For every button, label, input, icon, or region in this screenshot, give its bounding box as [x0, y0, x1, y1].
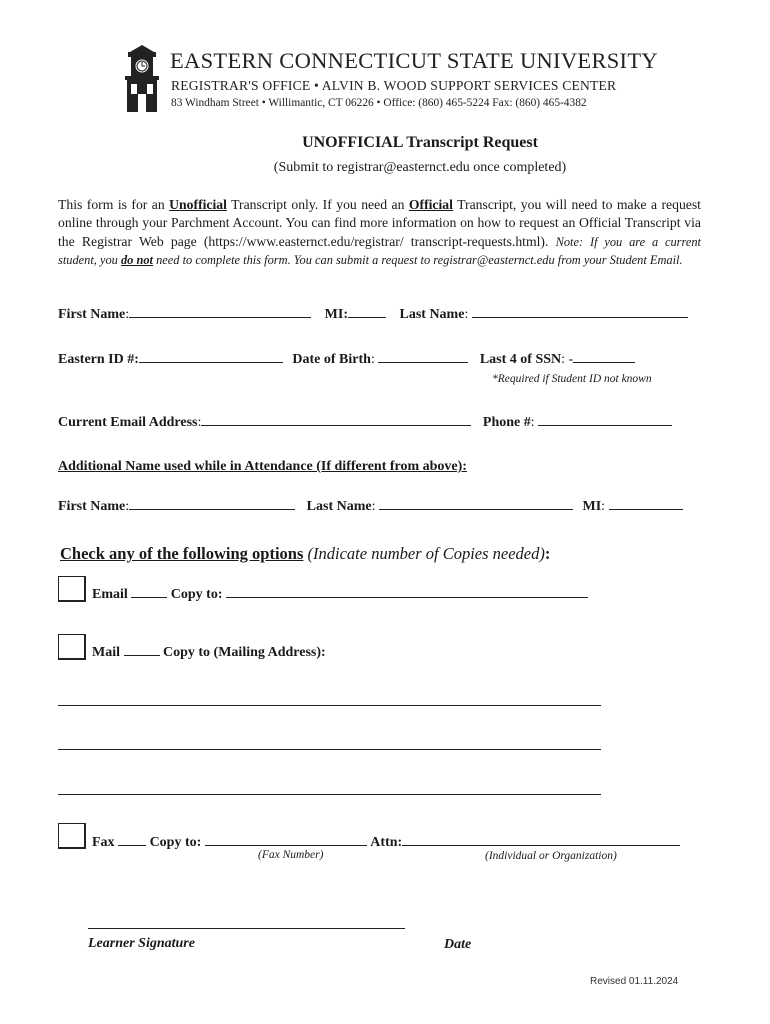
last-name-label: Last Name	[399, 307, 465, 322]
phone-label: Phone #	[482, 415, 531, 430]
fax-option-checkbox[interactable]	[58, 823, 86, 849]
mail-option-row	[92, 643, 326, 661]
eastern-id-field[interactable]	[139, 350, 283, 363]
fax-number-note: (Fax Number)	[258, 849, 324, 861]
mail-copy-to-label: Copy to (Mailing Address):	[163, 645, 326, 660]
mailing-address-line-1[interactable]	[58, 705, 601, 706]
fax-option-label: Fax	[92, 835, 115, 850]
mailing-address-line-3[interactable]	[58, 794, 601, 795]
fax-option-row	[92, 833, 680, 851]
office-line: REGISTRAR'S OFFICE • ALVIN B. WOOD SUPPORT SERVICES CENTER	[171, 78, 617, 93]
additional-mi-label: MI	[582, 499, 602, 514]
email-row: Current Email Address: Phone #:	[58, 413, 672, 431]
mail-option-checkbox[interactable]	[58, 634, 86, 660]
first-name-field[interactable]	[129, 305, 311, 318]
email-option-row	[92, 585, 588, 603]
email-copy-to-field[interactable]	[226, 585, 588, 598]
mailing-address-line-2[interactable]	[58, 749, 601, 750]
fax-copy-to-label: Copy to:	[149, 835, 202, 850]
id-row: Eastern ID #: Date of Birth: Last 4 of SSN: -	[58, 350, 635, 368]
revision-date: Revised 01.11.2024	[590, 976, 679, 987]
email-option-checkbox[interactable]	[58, 576, 86, 602]
additional-last-name-label: Last Name	[306, 499, 372, 514]
additional-first-name-label: First Name	[58, 499, 126, 514]
date-label: Date	[444, 937, 472, 952]
additional-mi-field[interactable]	[609, 497, 683, 510]
additional-first-name-field[interactable]	[129, 497, 295, 510]
organization-note: (Individual or Organization)	[485, 850, 617, 862]
additional-name-heading: Additional Name used while in Attendance (If different from above):	[58, 459, 467, 474]
additional-name-row: First Name: Last Name: MI:	[58, 497, 683, 515]
ssn-field[interactable]	[573, 350, 635, 363]
form-subtitle: (Submit to registrar@easternct.edu once completed)	[273, 160, 567, 175]
options-heading: Check any of the following options (Indicate number of Copies needed):	[60, 544, 551, 563]
email-copies-field[interactable]	[131, 585, 167, 598]
mi-label: MI	[324, 307, 344, 322]
dob-field[interactable]	[378, 350, 468, 363]
email-option-label: Email	[92, 587, 128, 602]
official-emphasis: Official	[408, 197, 453, 212]
attn-label: Attn:	[370, 835, 403, 850]
phone-field[interactable]	[538, 413, 672, 426]
fax-number-field[interactable]	[205, 833, 367, 846]
dob-label: Date of Birth	[292, 352, 371, 367]
signature-line[interactable]	[88, 928, 405, 929]
do-not-emphasis: do not	[120, 252, 154, 267]
mail-copies-field[interactable]	[124, 643, 160, 656]
last-name-field[interactable]	[472, 305, 688, 318]
email-field[interactable]	[201, 413, 471, 426]
email-label: Current Email Address	[58, 415, 198, 430]
ssn-required-note: *Required if Student ID not known	[492, 373, 652, 385]
unofficial-emphasis: Unofficial	[169, 197, 227, 212]
eastern-id-label: Eastern ID #	[58, 352, 135, 367]
first-name-row: First Name: MI: Last Name:	[58, 305, 688, 323]
mi-field[interactable]	[348, 305, 386, 318]
fax-copies-field[interactable]	[118, 833, 146, 846]
intro-paragraph: This form is for an Unofficial Transcript only. If you need an Official Transcript, you will need to make a request online through your Parchment Account. You can find more information on how to request an Official Transcript via the Registrar Web page (https://www.easternct.edu/registrar/ transcript-requests.html). Note: If you are a current student, you do not need to complete this form. You can submit a request to registrar@easternct.edu from your Student Email.	[58, 197, 702, 267]
university-name: EASTERN CONNECTICUT STATE UNIVERSITY	[170, 48, 658, 73]
first-name-label: First Name	[58, 307, 126, 322]
signature-label: Learner Signature	[88, 936, 195, 951]
email-copy-to-label: Copy to:	[170, 587, 223, 602]
mail-option-label: Mail	[92, 645, 120, 660]
attn-field[interactable]	[402, 833, 680, 846]
university-clocktower-logo	[122, 44, 162, 112]
address-line: 83 Windham Street • Willimantic, CT 06226 • Office: (860) 465-5224 Fax: (860) 465-4382	[171, 97, 587, 109]
additional-last-name-field[interactable]	[379, 497, 573, 510]
form-title: UNOFFICIAL Transcript Request	[302, 134, 538, 151]
ssn-label: Last 4 of SSN	[479, 352, 562, 367]
